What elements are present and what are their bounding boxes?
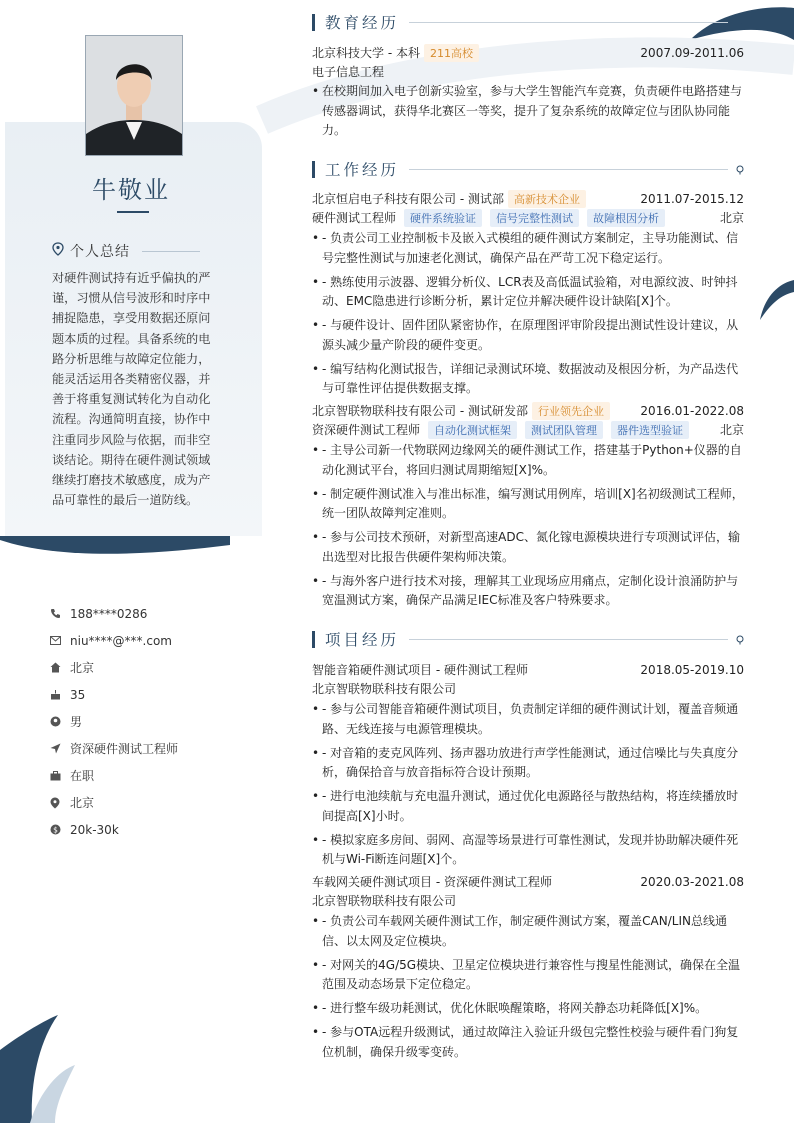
location-icon bbox=[50, 797, 70, 809]
list-item: • - 制定硬件测试准入与准出标准，编写测试用例库，培训[X]名初级测试工程师，统一团队故障判定准则。 bbox=[312, 485, 744, 524]
list-item: • - 熟练使用示波器、逻辑分析仪、LCR表及高低温试验箱，对电源纹波、时钟抖动、EMC隐患进行诊断分析，累计定位并解决硬件设计缺陷[X]个。 bbox=[312, 273, 744, 312]
job-entry bbox=[312, 189, 744, 403]
project-period: 2018.05-2019.10 bbox=[640, 662, 744, 677]
project-org: 北京智联物联科技有限公司 bbox=[312, 894, 457, 908]
contact-list bbox=[50, 600, 178, 843]
home-icon bbox=[50, 662, 70, 673]
briefcase-icon bbox=[50, 771, 70, 781]
candidate-name: 牛敬业 bbox=[92, 176, 170, 204]
skill-tag: 测试团队管理 bbox=[525, 421, 603, 439]
contact-phone: 188****0286 bbox=[50, 600, 178, 627]
list-item: • - 对音箱的麦克风阵列、扬声器功放进行声学性能测试，通过信噪比与失真度分析，确保拾音与放音指标符合设计预期。 bbox=[312, 744, 744, 783]
project-name: 车载网关硬件测试项目 - 资深硬件测试工程师 bbox=[312, 875, 552, 889]
project-entry bbox=[312, 660, 744, 874]
summary-text: 对硬件测试持有近乎偏执的严谨，习惯从信号波形和时序中捕捉隐患，享受用数据还原问题本质的过程。具备系统的电路分析思维与故障定位能力，能灵活运用各类精密仪器，并善于将重复测试转化为自动化流程。沟通简明直接，协作中注重同步风险与依据，而非空谈结论。期待在硬件测试领域继续打磨技术敏感度，成为产品可靠性的最后一道防线。 bbox=[52, 271, 211, 508]
job-entry bbox=[312, 401, 744, 615]
education-title: 教育经历 bbox=[325, 14, 400, 32]
work-title: 工作经历 bbox=[325, 161, 400, 179]
list-item: • 在校期间加入电子创新实验室，参与大学生智能汽车竞赛，负责硬件电路搭建与传感器调试，获得华北赛区一等奖，提升了复杂系统的故障定位与团队协同能力。 bbox=[312, 82, 744, 141]
name-underline bbox=[117, 211, 149, 213]
job-period: 2011.07-2015.12 bbox=[640, 191, 744, 206]
project-org: 北京智联物联科技有限公司 bbox=[312, 682, 457, 696]
job-city: 北京 bbox=[719, 423, 744, 437]
mail-icon bbox=[50, 636, 70, 645]
company-tag: 行业领先企业 bbox=[532, 402, 610, 420]
contact-home: 北京 bbox=[50, 654, 178, 681]
phone-icon bbox=[50, 608, 70, 619]
job-period: 2016.01-2022.08 bbox=[640, 403, 744, 418]
projects-heading bbox=[312, 628, 744, 650]
list-item: • - 与硬件设计、固件团队紧密协作，在原理图评审阶段提出测试性设计建议，从源头减少量产阶段的硬件变更。 bbox=[312, 316, 744, 355]
summary-title: 个人总结 bbox=[70, 244, 130, 260]
company-name: 北京恒启电子科技有限公司 - 测试部 bbox=[312, 192, 504, 206]
list-item: • - 参与公司智能音箱硬件测试项目，负责制定详细的硬件测试计划，覆盖音频通路、无线连接与电源管理模块。 bbox=[312, 700, 744, 739]
gender-icon bbox=[50, 716, 70, 727]
skill-tag: 故障根因分析 bbox=[587, 209, 665, 227]
svg-text:$: $ bbox=[53, 825, 58, 835]
list-item: • - 对网关的4G/5G模块、卫星定位模块进行兼容性与搜星性能测试，确保在全温范围及动态场景下定位稳定。 bbox=[312, 956, 744, 995]
major: 电子信息工程 bbox=[312, 65, 385, 79]
skill-tag: 信号完整性测试 bbox=[490, 209, 579, 227]
pin-icon bbox=[736, 13, 744, 32]
skill-tag: 硬件系统验证 bbox=[404, 209, 482, 227]
list-item: • - 与海外客户进行技术对接，理解其工业现场应用痛点，定制化设计浪涌防护与宽温测试方案，确保产品满足IEC标准及客户特殊要求。 bbox=[312, 572, 744, 611]
list-item: • - 进行电池续航与充电温升测试，通过优化电源路径与散热结构，将连续播放时间提高[X]小时。 bbox=[312, 787, 744, 826]
school-tag: 211高校 bbox=[424, 44, 479, 62]
school-name: 北京科技大学 - 本科 bbox=[312, 46, 420, 60]
contact-salary: $ 20k-30k bbox=[50, 816, 178, 843]
job-role: 资深硬件测试工程师 bbox=[312, 423, 421, 437]
project-entry bbox=[312, 872, 744, 1067]
company-name: 北京智联物联科技有限公司 - 测试研发部 bbox=[312, 404, 528, 418]
list-item: • - 编写结构化测试报告，详细记录测试环境、数据波动及根因分析，为产品迭代与可靠性评估提供数据支撑。 bbox=[312, 360, 744, 399]
list-item: • - 负责公司工业控制板卡及嵌入式模组的硬件测试方案制定，主导功能测试、信号完整性测试与加速老化测试，确保产品在严苛工况下稳定运行。 bbox=[312, 229, 744, 268]
list-item: • - 参与公司技术预研，对新型高速ADC、氮化镓电源模块进行专项测试评估，输出选型对比报告供硬件架构师决策。 bbox=[312, 528, 744, 567]
contact-city: 北京 bbox=[50, 789, 178, 816]
pin-icon bbox=[736, 160, 744, 179]
education-heading bbox=[312, 11, 744, 33]
list-item: • - 进行整车级功耗测试，优化休眠唤醒策略，将网关静态功耗降低[X]%。 bbox=[312, 999, 744, 1019]
job-role: 硬件测试工程师 bbox=[312, 211, 397, 225]
location-pin-icon bbox=[52, 242, 64, 260]
projects-title: 项目经历 bbox=[325, 631, 400, 649]
skill-tag: 自动化测试框架 bbox=[428, 421, 517, 439]
job-city: 北京 bbox=[719, 211, 744, 225]
contact-email: niu****@***.com bbox=[50, 627, 178, 654]
summary-heading bbox=[52, 241, 200, 261]
project-period: 2020.03-2021.08 bbox=[640, 874, 744, 889]
contact-position: 资深硬件测试工程师 bbox=[50, 735, 178, 762]
send-icon bbox=[50, 743, 70, 754]
list-item: • - 参与OTA远程升级测试，通过故障注入验证升级包完整性校验与硬件看门狗复位机制，确保升级零变砖。 bbox=[312, 1023, 744, 1062]
work-heading bbox=[312, 158, 744, 180]
skill-tag: 器件选型验证 bbox=[611, 421, 689, 439]
cake-icon bbox=[50, 689, 70, 700]
contact-age: 35 bbox=[50, 681, 178, 708]
education-period: 2007.09-2011.06 bbox=[640, 45, 744, 60]
contact-status: 在职 bbox=[50, 762, 178, 789]
list-item: • - 负责公司车载网关硬件测试工作，制定硬件测试方案，覆盖CAN/LIN总线通信、以太网及定位模块。 bbox=[312, 912, 744, 951]
list-item: • - 主导公司新一代物联网边缘网关的硬件测试工作，搭建基于Python+仪器的自动化测试平台，将回归测试周期缩短[X]%。 bbox=[312, 441, 744, 480]
company-tag: 高新技术企业 bbox=[508, 190, 586, 208]
money-icon bbox=[50, 824, 70, 835]
contact-gender: 男 bbox=[50, 708, 178, 735]
list-item: • - 模拟家庭多房间、弱网、高湿等场景进行可靠性测试，发现并协助解决硬件死机与Wi-Fi断连问题[X]个。 bbox=[312, 831, 744, 870]
project-name: 智能音箱硬件测试项目 - 硬件测试工程师 bbox=[312, 663, 528, 677]
pin-icon bbox=[736, 630, 744, 649]
education-entry bbox=[312, 43, 744, 145]
avatar bbox=[85, 35, 183, 156]
